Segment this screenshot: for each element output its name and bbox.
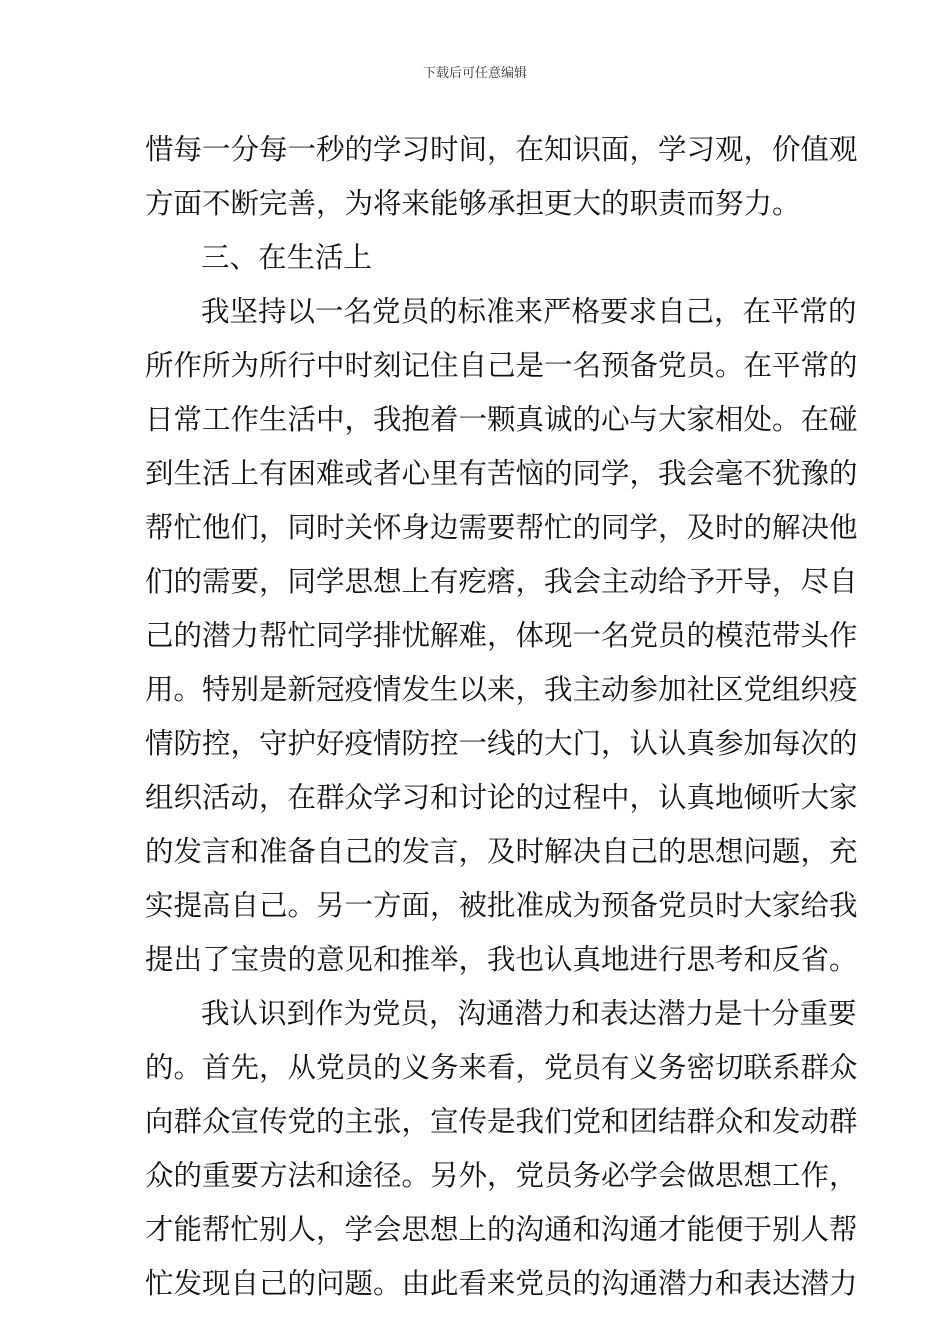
text-line: 实提高自己。另一方面，被批准成为预备党员时大家给我 <box>145 889 858 922</box>
text-line: 日常工作生活中，我抱着一颗真诚的心与大家相处。在碰 <box>145 403 858 436</box>
paragraph-first-line: 我认识到作为党员，沟通潜力和表达潜力是十分重要 <box>201 997 857 1030</box>
text-line: 向群众宣传党的主张，宣传是我们党和团结群众和发动群 <box>145 1105 858 1138</box>
text-line: 提出了宝贵的意见和推举，我也认真地进行思考和反省。 <box>145 943 858 976</box>
section-heading: 三、在生活上 <box>201 241 373 274</box>
text-line: 方面不断完善，为将来能够承担更大的职责而努力。 <box>145 187 801 220</box>
text-line: 忙发现自己的问题。由此看来党员的沟通潜力和表达潜力 <box>145 1267 858 1300</box>
text-line: 们的需要，同学思想上有疙瘩，我会主动给予开导，尽自 <box>145 565 858 598</box>
text-line: 众的重要方法和途径。另外，党员务必学会做思想工作， <box>145 1159 858 1192</box>
paragraph-first-line: 我坚持以一名党员的标准来严格要求自己，在平常的 <box>201 295 857 328</box>
text-line: 才能帮忙别人，学会思想上的沟通和沟通才能便于别人帮 <box>145 1213 858 1246</box>
text-line: 所作所为所行中时刻记住自己是一名预备党员。在平常的 <box>145 349 858 382</box>
text-line: 组织活动，在群众学习和讨论的过程中，认真地倾听大家 <box>145 781 858 814</box>
text-line: 到生活上有困难或者心里有苦恼的同学，我会毫不犹豫的 <box>145 457 858 490</box>
text-line: 用。特别是新冠疫情发生以来，我主动参加社区党组织疫 <box>145 673 858 706</box>
text-line: 情防控，守护好疫情防控一线的大门，认认真参加每次的 <box>145 727 858 760</box>
text-line: 惜每一分每一秒的学习时间，在知识面，学习观，价值观 <box>145 133 858 166</box>
document-body <box>145 123 858 1311</box>
page-header: 下载后可任意编辑 <box>422 66 527 81</box>
text-line: 的。首先，从党员的义务来看，党员有义务密切联系群众 <box>145 1051 858 1084</box>
text-line: 己的潜力帮忙同学排忧解难，体现一名党员的模范带头作 <box>145 619 858 652</box>
text-line: 的发言和准备自己的发言，及时解决自己的思想问题，充 <box>145 835 858 868</box>
text-line: 帮忙他们，同时关怀身边需要帮忙的同学，及时的解决他 <box>145 511 858 544</box>
